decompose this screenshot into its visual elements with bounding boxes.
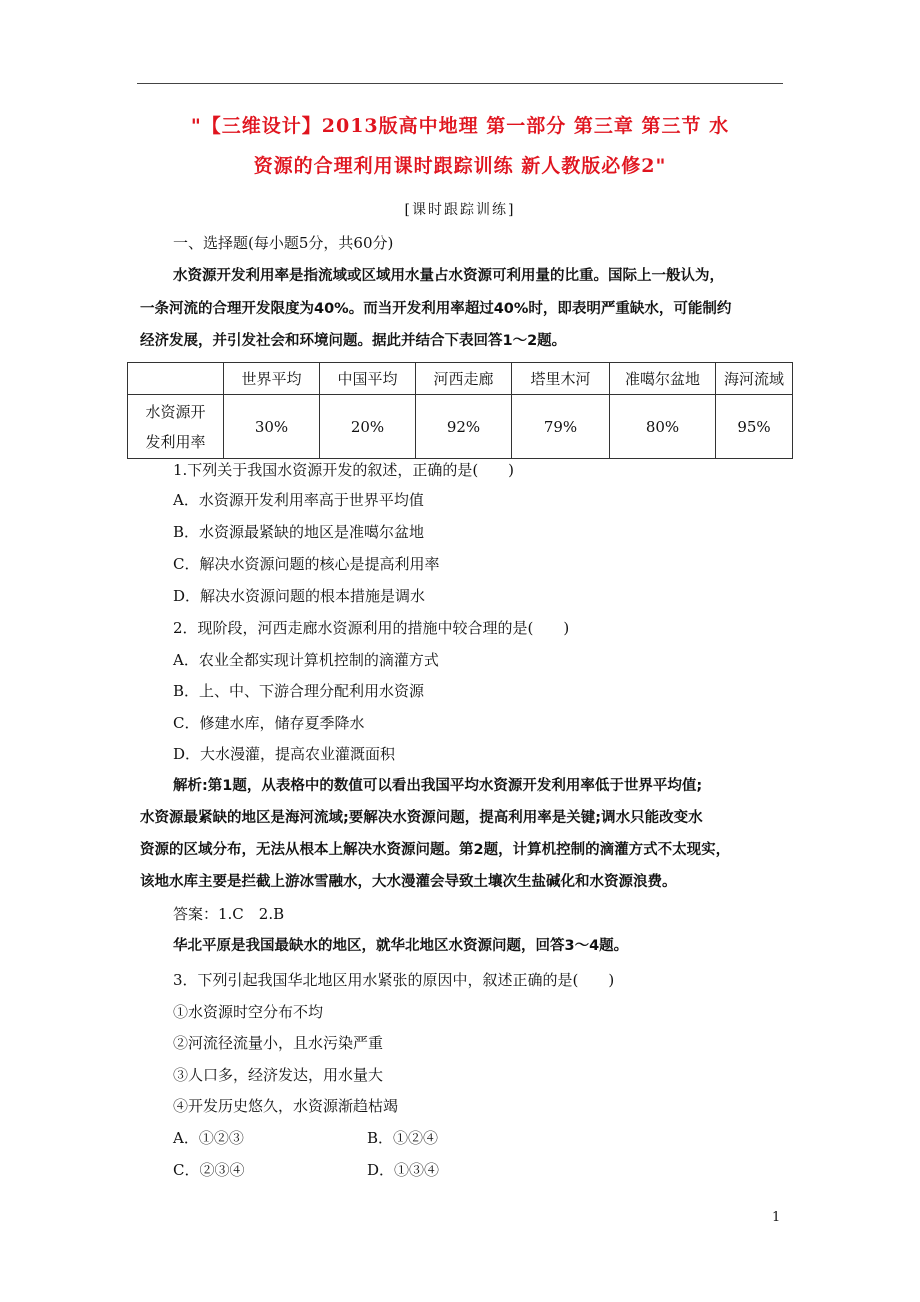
option: C．②③④ [173,1161,245,1179]
row-label-line: 水资源开 [145,402,206,421]
statement: ②河流径流量小，且水污染严重 [173,1034,384,1052]
subtitle: [课时跟踪训练] [404,202,516,218]
table-header: 河西走廊 [416,363,512,395]
data-table [127,362,793,459]
intro-line: 一条河流的合理开发限度为40%。而当开发利用率超过40%时，即表明严重缺水，可能制约 [140,301,732,317]
analysis-line: 该地水库主要是拦截上游冰雪融水，大水漫灌会导致土壤次生盐碱化和水资源浪费。 [140,874,677,890]
title-line-1: "【三维设计】2013版高中地理 第一部分 第三章 第三节 水 [190,115,730,137]
table-cell: 79% [512,395,610,459]
option: C．修建水库，储存夏季降水 [173,714,365,732]
statement: ④开发历史悠久，水资源渐趋枯竭 [173,1097,399,1115]
table-cell: 95% [716,395,793,459]
option: B．水资源最紧缺的地区是准噶尔盆地 [173,523,425,541]
analysis-line: 水资源最紧缺的地区是海河流域;要解决水资源问题，提高利用率是关键;调水只能改变水 [140,810,703,826]
table-cell: 92% [416,395,512,459]
page-number: 1 [772,1210,781,1225]
question-3: 3．下列引起我国华北地区用水紧张的原因中，叙述正确的是( ) [173,971,615,989]
table-cell: 30% [224,395,320,459]
option: A．水资源开发利用率高于世界平均值 [173,491,424,509]
option: C．解决水资源问题的核心是提高利用率 [173,555,440,573]
option: D．①③④ [367,1161,440,1179]
option: A．①②③ [173,1129,244,1147]
title-line-2: 资源的合理利用课时跟踪训练 新人教版必修2" [253,155,667,177]
question-1: 1.下列关于我国水资源开发的叙述，正确的是( ) [173,461,515,479]
option: B．①②④ [367,1129,439,1147]
answer: 答案：1.C 2.B [173,905,285,923]
table-header: 海河流域 [716,363,793,395]
table-header: 中国平均 [320,363,416,395]
header-rule [137,83,783,84]
statement: ①水资源时空分布不均 [173,1003,324,1021]
table-header [128,363,224,395]
option: B．上、中、下游合理分配利用水资源 [173,682,425,700]
table-header: 塔里木河 [512,363,610,395]
statement: ③人口多，经济发达，用水量大 [173,1066,384,1084]
question-2: 2．现阶段，河西走廊水资源利用的措施中较合理的是( ) [173,619,570,637]
table-row [128,395,793,459]
row-label [128,395,224,459]
option: D．大水漫灌，提高农业灌溉面积 [173,745,396,763]
table-header-row [128,363,793,395]
analysis-line: 解析:第1题，从表格中的数值可以看出我国平均水资源开发利用率低于世界平均值; [173,778,703,794]
option: D．解决水资源问题的根本措施是调水 [173,587,426,605]
row-label-line: 发利用率 [145,432,206,451]
table-header: 准噶尔盆地 [610,363,716,395]
table-cell: 20% [320,395,416,459]
table-header: 世界平均 [224,363,320,395]
analysis-line: 资源的区域分布，无法从根本上解决水资源问题。第2题，计算机控制的滴灌方式不太现实， [140,842,731,858]
intro-2: 华北平原是我国最缺水的地区，就华北地区水资源问题，回答3～4题。 [173,938,629,954]
option: A．农业全都实现计算机控制的滴灌方式 [173,651,439,669]
table-cell: 80% [610,395,716,459]
section-heading: 一、选择题(每小题5分，共60分) [173,234,394,252]
intro-line: 水资源开发利用率是指流域或区域用水量占水资源可利用量的比重。国际上一般认为， [173,268,724,284]
intro-line: 经济发展，并引发社会和环境问题。据此并结合下表回答1～2题。 [140,333,567,349]
